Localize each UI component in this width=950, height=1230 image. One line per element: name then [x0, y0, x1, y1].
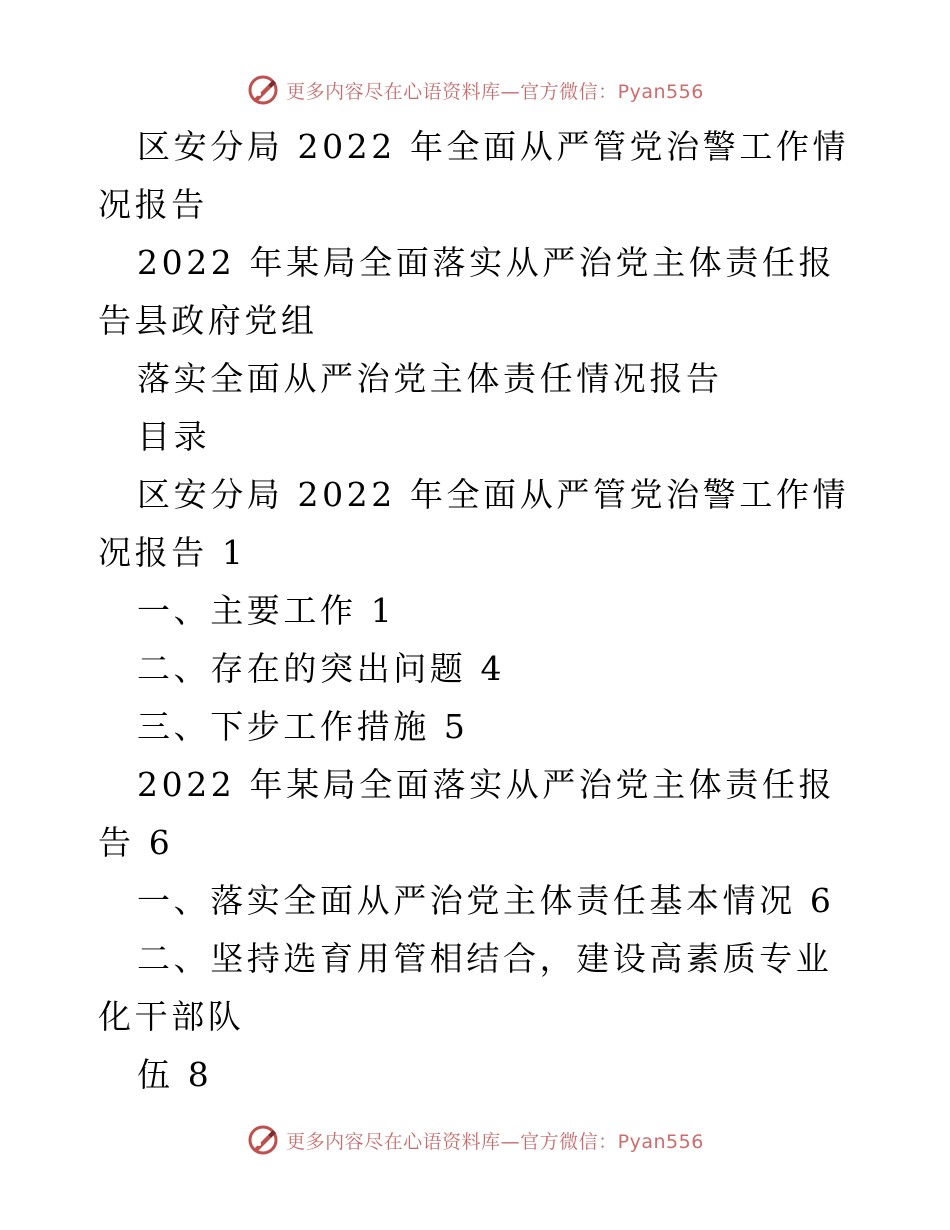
toc-entry: 2022 年某局全面落实从严治党主体责任报告 6	[98, 765, 836, 862]
document-body	[98, 118, 858, 1104]
toc-entry: 二、坚持选育用管相结合，建设高素质专业化干部队	[98, 939, 833, 1036]
paragraph: 区安分局 2022 年全面从严管党治警工作情况报告	[98, 127, 850, 224]
toc-entry: 区安分局 2022 年全面从严管党治警工作情况报告 1	[98, 475, 850, 572]
footer-watermark	[0, 1120, 950, 1160]
watermark-handle: Pyan556	[617, 1130, 704, 1153]
paragraph: 落实全面从严治党主体责任情况报告	[137, 359, 723, 398]
toc-entry: 一、落实全面从严治党主体责任基本情况 6	[137, 881, 835, 920]
pen-logo-icon	[246, 1123, 280, 1157]
toc-entry: 三、下步工作措施 5	[137, 707, 469, 746]
paragraph: 2022 年某局全面落实从严治党主体责任报告县政府党组	[98, 243, 836, 340]
toc-title: 目录	[137, 417, 211, 456]
toc-entry: 一、主要工作 1	[137, 591, 396, 630]
toc-entry: 伍 8	[137, 1055, 213, 1094]
watermark-handle: Pyan556	[617, 80, 704, 103]
watermark-text: 更多内容尽在心语资料库—官方微信：Pyan556	[286, 80, 704, 103]
header-watermark	[0, 70, 950, 110]
watermark-text: 更多内容尽在心语资料库—官方微信：Pyan556	[286, 1130, 704, 1153]
toc-entry: 二、存在的突出问题 4	[137, 649, 506, 688]
pen-logo-icon	[246, 73, 280, 107]
